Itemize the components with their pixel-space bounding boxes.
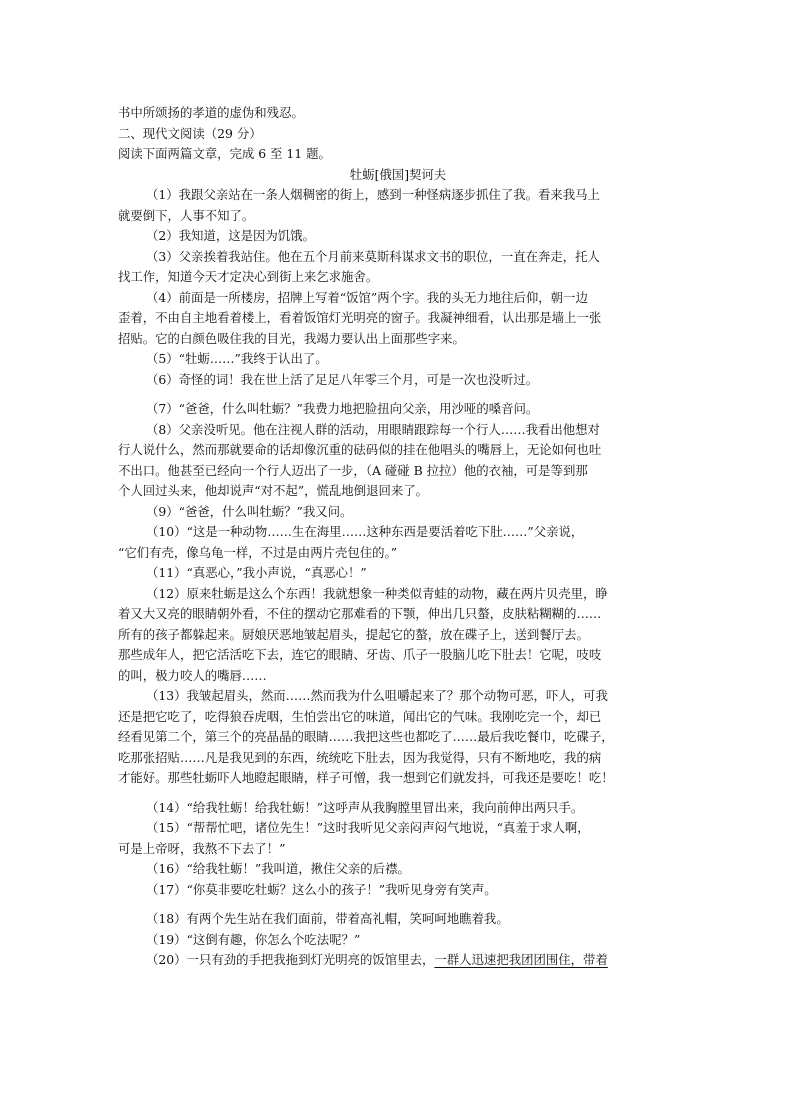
- paragraph-4-cont: 招贴。它的白颜色吸住我的目光，我竭力要认出上面那些字来。: [118, 330, 465, 346]
- paragraph-14: （14）“给我牡蛎！给我牡蛎！”这呼声从我胸膛里冒出来，我向前伸出两只手。: [146, 799, 584, 815]
- blank-gap: [118, 390, 678, 399]
- paragraph-18: （18）有两个先生站在我们面前，带着高礼帽，笑呵呵地瞧着我。: [146, 911, 509, 926]
- paragraph-8: （8）父亲没听见。他在注视人群的活动，用眼睛跟踪每一个行人……我看出他想对: [146, 421, 600, 437]
- instruction-line: 阅读下面两篇文章，完成 6 至 11 题。: [118, 146, 331, 161]
- paragraph-7: （7）“爸爸，什么叫牡蛎？”我费力地把脸扭向父亲，用沙哑的嗓音问。: [146, 401, 539, 416]
- paragraph-15-cont: 可是上帝呀，我熬不下去了！”: [118, 840, 286, 856]
- paragraph-3: （3）父亲挨着我站住。他在五个月前来莫斯科谋求文书的职位，一直在奔走，托人: [146, 248, 600, 264]
- paragraph-12: （12）原来牡蛎是这么个东西！我就想象一种类似青蛙的动物，藏在两片贝壳里，睁: [146, 585, 608, 601]
- paragraph-12-cont: 所有的孩子都躲起来。厨娘厌恶地皱起眉头，提起它的螯，放在碟子上，送到餐厅去。: [118, 626, 589, 642]
- paragraph-10: （10）“这是一种动物……生在海里……这种东西是要活着吃下肚……”父亲说，: [146, 524, 584, 539]
- paragraph-13-cont: 经看见第二个，第三个的亮晶晶的眼睛……我把这些也都吃了……最后我吃餐巾，吃碟子，: [118, 729, 614, 744]
- blank-gap: [118, 900, 678, 909]
- paragraph-12-cont: 的叫，极力咬人的嘴唇……: [118, 667, 267, 683]
- paragraph-9: （9）“爸爸，什么叫牡蛎？”我又问。: [146, 503, 353, 519]
- paragraph-11: （11）“真恶心，”我小声说，“真恶心！”: [146, 565, 367, 580]
- paragraph-6: （6）奇怪的词！我在世上活了足足八年零三个月，可是一次也没听过。: [146, 371, 538, 387]
- paragraph-5: （5）“牡蛎……”我终于认出了。: [146, 351, 328, 366]
- paragraph-4: （4）前面是一所楼房，招牌上写着“饭馆”两个字。我的头无力地往后仰，朝一边: [146, 289, 588, 305]
- paragraph-19: （19）“这倒有趣，你怎么个吃法呢？”: [146, 931, 361, 947]
- paragraph-20-text: （20）一只有劲的手把我拖到灯光明亮的饭馆里去，: [146, 952, 435, 967]
- paragraph-20: [118, 950, 678, 971]
- paragraph-16: （16）“给我牡蛎！”我叫道，揪住父亲的后襟。: [146, 861, 410, 876]
- paragraph-12-cont: 那些成年人，把它活活吃下去，连它的眼睛、牙齿、爪子一股脑儿吃下肚去！它呢，吱吱: [118, 647, 602, 662]
- document-body: [118, 103, 678, 971]
- underlined-phrase: 一群人迅速把我团团围住，带着: [434, 952, 608, 967]
- paragraph-15: （15）“帮帮忙吧，诸位先生！”这时我听见父亲闷声闷气地说，“真羞于求人啊，: [146, 820, 590, 835]
- paragraph-8-cont: 行人说什么，然而那就要命的话却像沉重的砝码似的挂在他唱头的嘴唇上，无论如何也吐: [118, 442, 602, 457]
- section-heading: 二、现代文阅读（29 分）: [118, 125, 262, 141]
- blank-gap: [118, 789, 678, 798]
- paragraph-8-cont: 不出口。他甚至已经向一个行人迈出了一步，（A 碰碰 B 拉拉）他的衣袖，可是等到那: [118, 462, 588, 478]
- paragraph-8-cont: 个人回过头来，他却说声“对不起”，慌乱地倒退回来了。: [118, 483, 429, 498]
- paragraph-17: （17）“你莫非要吃牡蛎？这么小的孩子！”我听见身旁有笑声。: [146, 881, 497, 897]
- article-title: 牡蛎[俄国]契诃夫: [349, 166, 447, 182]
- paragraph-12-cont: 着又大又亮的眼睛朝外看，不住的摆动它那难看的下颚，伸出几只螯，皮肤粘糊糊的……: [118, 606, 602, 621]
- paragraph-3-cont: 找工作，知道今天才定决心到街上来乞求施舍。: [118, 269, 379, 284]
- paragraph-2: （2）我知道，这是因为饥饿。: [146, 228, 315, 243]
- paragraph-13-cont: 还是把它吃了，吃得狼吞虎咽，生怕尝出它的味道，闻出它的气味。我刚吃完一个，却已: [118, 708, 602, 724]
- paragraph-13-cont: 吃那张招贴……凡是我见到的东西，统统吃下肚去，因为我觉得，只有不断地吃，我的病: [118, 749, 602, 765]
- paragraph-1: （1）我跟父亲站在一条人烟稠密的街上，感到一种怪病逐步抓住了我。看来我马上: [146, 187, 600, 202]
- paragraph-13: （13）我皱起眉头，然而……然而我为什么咀嚼起来了？那个动物可恶，吓人，可我: [146, 688, 608, 703]
- paragraph-10-cont: “它们有壳，像乌龟一样，不过是由两片壳包住的。”: [118, 544, 398, 560]
- intro-line: 书中所颂扬的孝道的虚伪和残忍。: [118, 105, 304, 120]
- paragraph-1-cont: 就要倒下，人事不知了。: [118, 207, 255, 223]
- paragraph-13-cont: 才能好。那些牡蛎吓人地瞪起眼睛，样子可憎，我一想到它们就发抖，可我还是要吃！吃！: [118, 770, 614, 785]
- paragraph-4-cont: 歪着，不由自主地看着楼上，看着饭馆灯光明亮的窗子。我凝神细看，认出那是墙上一张: [118, 310, 602, 325]
